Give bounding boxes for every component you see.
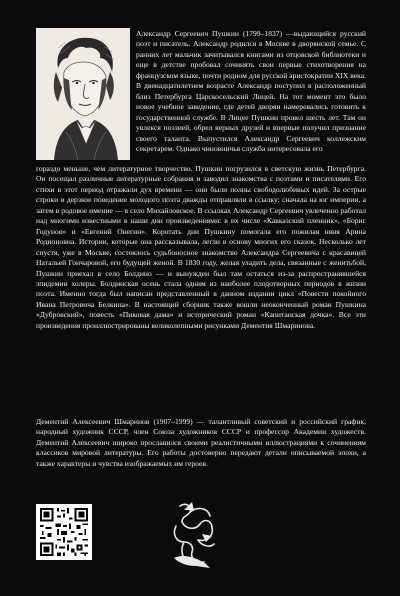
illustrator-biography-text: Дементий Алексеевич Шмаринов (1907–1999) — талантливый советский и российский график, народный художник СССР, член Союза художников СССР и профессор Академии художеств. Дементий Алексеевич широко прославился своими реалистичными иллюстрациями к сочинениям классиков мировой литературы. Его работы достоверно передают детали описываемой эпохи, а также характеры и чувства изображаемых им героев. [36,417,366,468]
publisher-logo-icon [166,496,222,570]
author-intro-text: Александр Сергеевич Пушкин (1799–1837) —выдающийся русский поэт и писатель. Александр родился в Москве в дворянской семье. С ранних лет мальчик зачитывался книгами из отцовской библиотеки и еще в детстве пробовал сочинять свои первые стихотворения на французском языке, почти родном для русской аристократии XIX века. В двенадцатилетнем возрасте Александр поступил в расположенный близ Петербурга Царскосельский Лицей. На тот момент это было новое учебное заведение, где детей дворян намеревались готовить к государственной службе. В Лицее Пушкин провел шесть лет. Там он увлекся поэзией, обрел верных друзей и впервые получил признание своего таланта. Выпустился Александр Сергеевич коллежским секретарем. Однако чиновничья служба интересовала его [136,29,366,153]
author-biography-text: гораздо меньше, чем литературное творчество. Пушкин погрузился в светскую жизнь Петербурга. Он посещал различные литературные собрания и заводил знакомства с поэтами и писателями. Его стихи в этот период отражали дух времени — они были полны свободолюбивых идей. За острые строки и дерзкое поведение молодого поэта дважды отправляли в ссылку: сначала на юг империи, а затем в родовое имение — в село Михайловское. В ссылках Александр Сергеевич увлеченно работал над многими известными в наши дни произведениями: в их числе «Кавказский пленник», «Борис Годунов» и «Евгений Онегин». Коротать дни Пушкину помогала его пожилая няня Арина Родионовна. Истории, которые она рассказывала, легли в основу многих его сказок. Несколько лет спустя, уже в Москве, состоялось судьбоносное знакомство Александра Сергеевича с красавицей Натальей Гончаровой, его будущей женой. В 1830 году, желая уладить дела, связанные с женитьбой, Пушкин приехал в село Болдино — и вынужден был там остаться из-за распространявшейся эпидемии холеры. Болдинская осень стала одним из наиболее плодотворных периодов в жизни поэта. Именно тогда был написан представленный в данном издании цикл «Повести покойного Ивана Петровича Белкина». В настоящий сборник также вошли неоконченный роман Пушкина «Дубровский», повесть «Пиковая дама» и исторический роман «Капитанская дочка». Все эти произведения проиллюстрированы великолепными рисунками Дементия Шмаринова. [36,164,366,330]
qr-code-icon [36,504,92,560]
pushkin-portrait [36,28,130,160]
